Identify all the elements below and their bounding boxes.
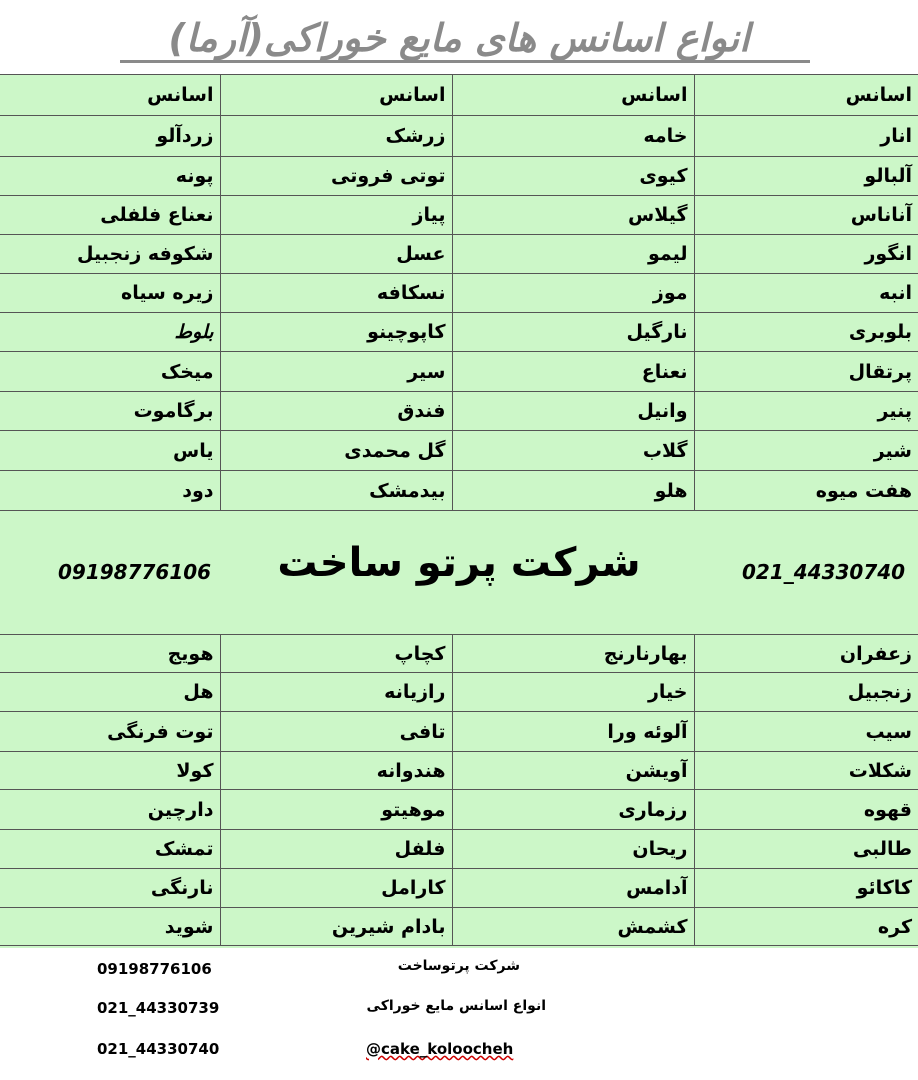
table1-row [0,235,918,274]
table1-cell: زرشک [220,116,452,157]
table2-cell: آویشن [452,752,694,790]
table1-cell: گل محمدی [220,431,452,471]
table1-row [0,274,918,313]
table2-cell: دارچین [0,790,220,830]
table2-cell: آلوئه ورا [452,712,694,752]
table1-row [0,431,918,471]
footer-phone-2: 021_44330739 [97,999,220,1017]
table1-cell: بلوط [0,313,220,352]
table2-cell: ریحان [452,830,694,869]
table2-row [0,752,918,790]
table2-cell: بهارنارنج [452,635,694,673]
table2-cell: طالبی [694,830,918,869]
essence-table-bottom [0,634,918,946]
table1-cell: نسکافه [220,274,452,313]
column-header: اسانس [220,75,452,116]
table1-cell: سیر [220,352,452,392]
table2-cell: هندوانه [220,752,452,790]
table1-cell: گیلاس [452,196,694,235]
table2-cell: شکلات [694,752,918,790]
table2-cell: کولا [0,752,220,790]
title-text: انواع اسانس های مایع خوراکی(آرما) [168,16,750,60]
table2-row [0,712,918,752]
table1-cell: موز [452,274,694,313]
table1-cell: پنیر [694,392,918,431]
table1-cell: آناناس [694,196,918,235]
table1-cell: هفت میوه [694,471,918,511]
footer-phone-1: 09198776106 [97,960,212,978]
table1-cell: زردآلو [0,116,220,157]
table1-cell: لیمو [452,235,694,274]
column-header: اسانس [452,75,694,116]
footer-company: شرکت پرتوساخت [397,958,520,974]
table1-cell: کاپوچینو [220,313,452,352]
instagram-handle[interactable] [366,1040,513,1058]
table1-cell: پونه [0,157,220,196]
table1-cell: پرتقال [694,352,918,392]
table1-cell: آلبالو [694,157,918,196]
table2-cell: خیار [452,673,694,712]
table1-cell: میخک [0,352,220,392]
table2-cell: هل [0,673,220,712]
table2-cell: توت فرنگی [0,712,220,752]
table2-cell: هویج [0,635,220,673]
table1-cell: برگاموت [0,392,220,431]
table1-cell: توتی فروتی [220,157,452,196]
table1-cell: انگور [694,235,918,274]
table1-row [0,196,918,235]
table2-cell: شوید [0,908,220,946]
table1-cell: پیاز [220,196,452,235]
column-header: اسانس [694,75,918,116]
table1-cell: نعناع [452,352,694,392]
footer-subtitle: انواع اسانس مایع خوراکی [366,998,546,1014]
table2-cell: کشمش [452,908,694,946]
table1-cell: بلوبری [694,313,918,352]
phone-landline: 021_44330740 [742,560,906,584]
footer-phone-3: 021_44330740 [97,1040,220,1058]
title-underline [120,60,810,63]
table1-row [0,313,918,352]
column-header: اسانس [0,75,220,116]
table1-cell: فندق [220,392,452,431]
table1-cell: بیدمشک [220,471,452,511]
table2-row [0,635,918,673]
table1-cell: شکوفه زنجبیل [0,235,220,274]
table1-cell: گلاب [452,431,694,471]
table2-cell: سیب [694,712,918,752]
handle-text[interactable]: @cake_koloocheh [366,1040,514,1058]
table1-cell: نعناع فلفلی [0,196,220,235]
table2-cell: زعفران [694,635,918,673]
table1-cell: شیر [694,431,918,471]
table2-row [0,869,918,908]
table1-row [0,352,918,392]
table1-cell: وانیل [452,392,694,431]
table2-cell: موهیتو [220,790,452,830]
table2-cell: بادام شیرین [220,908,452,946]
table1-row [0,471,918,511]
table1-row [0,157,918,196]
table1-cell: دود [0,471,220,511]
table1-cell: انار [694,116,918,157]
table2-cell: کچاپ [220,635,452,673]
table2-cell: کاکائو [694,869,918,908]
table2-cell: تافی [220,712,452,752]
table2-cell: کره [694,908,918,946]
company-name: شرکت پرتو ساخت [277,540,641,586]
essence-table-top [0,74,918,511]
table1-cell: نارگیل [452,313,694,352]
table2-row [0,908,918,946]
table1-cell: یاس [0,431,220,471]
table1-cell: انبه [694,274,918,313]
table2-cell: رزماری [452,790,694,830]
table1-cell: هلو [452,471,694,511]
table2-row [0,830,918,869]
table1-cell: کیوی [452,157,694,196]
table2-cell: تمشک [0,830,220,869]
table1-cell: زیره سیاه [0,274,220,313]
table2-cell: کارامل [220,869,452,908]
table2-cell: قهوه [694,790,918,830]
table2-cell: زنجبیل [694,673,918,712]
table1-cell: عسل [220,235,452,274]
table2-cell: نارنگی [0,869,220,908]
table-header-row [0,75,918,116]
table2-cell: رازیانه [220,673,452,712]
table2-row [0,673,918,712]
table1-cell: خامه [452,116,694,157]
phone-mobile: 09198776106 [58,560,212,584]
table2-row [0,790,918,830]
table2-cell: آدامس [452,869,694,908]
table2-cell: فلفل [220,830,452,869]
table1-row [0,116,918,157]
page-title [0,8,918,68]
table1-row [0,392,918,431]
